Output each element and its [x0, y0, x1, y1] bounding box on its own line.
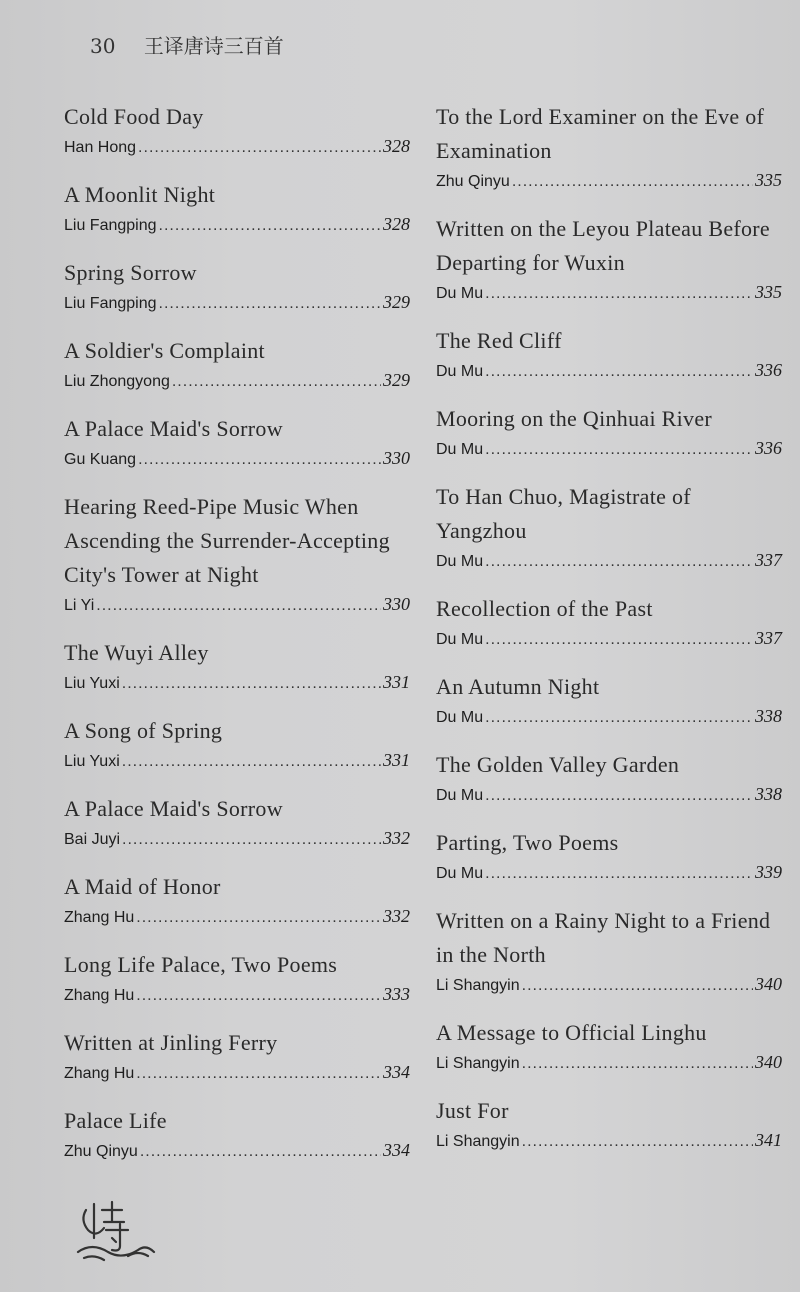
author-page-line [436, 972, 782, 998]
poet-name: Du Mu [436, 787, 484, 804]
toc-entry [64, 490, 410, 618]
page-reference: 330 [383, 594, 410, 614]
dot-leader [122, 828, 381, 852]
poet-name: Han Hong [64, 139, 137, 156]
poem-title: A Soldier's Complaint [64, 338, 265, 363]
dot-leader [122, 672, 381, 696]
dot-leader [485, 628, 753, 652]
page-reference: 335 [755, 170, 782, 190]
page-reference: 341 [755, 1130, 782, 1150]
author-page-line [64, 592, 410, 618]
poet-name: Li Shangyin [436, 1055, 520, 1072]
dot-leader [485, 706, 753, 730]
dot-leader [159, 292, 381, 316]
author-page-line [436, 168, 782, 194]
dot-leader [522, 974, 753, 998]
poem-title: Just For [436, 1098, 509, 1123]
dot-leader [122, 750, 381, 774]
page-reference: 338 [755, 706, 782, 726]
poem-title: A Maid of Honor [64, 874, 221, 899]
poet-name: Li Shangyin [436, 1133, 520, 1150]
author-page-line [436, 704, 782, 730]
toc-entry [64, 178, 410, 238]
dot-leader [485, 282, 753, 306]
poem-title: To the Lord Examiner on the Eve of Examination [436, 104, 765, 163]
page-reference: 334 [383, 1140, 410, 1160]
dot-leader [485, 360, 753, 384]
author-page-line [64, 212, 410, 238]
poet-name: Gu Kuang [64, 451, 137, 468]
poet-name: Du Mu [436, 553, 484, 570]
poet-name: Liu Yuxi [64, 675, 120, 692]
author-page-line [64, 446, 410, 472]
poem-title: A Message to Official Linghu [436, 1020, 707, 1045]
poem-title: The Golden Valley Garden [436, 752, 680, 777]
toc-entry [64, 1026, 410, 1086]
author-page-line [436, 782, 782, 808]
toc-entry [436, 904, 782, 998]
author-page-line [64, 368, 410, 394]
dot-leader [485, 550, 753, 574]
page-reference: 328 [383, 214, 410, 234]
poem-title: The Wuyi Alley [64, 640, 209, 665]
poet-name: Zhang Hu [64, 987, 135, 1004]
page-reference: 332 [383, 906, 410, 926]
toc-entry [436, 670, 782, 730]
page-reference: 338 [755, 784, 782, 804]
page-reference: 331 [383, 672, 410, 692]
page-reference: 334 [383, 1062, 410, 1082]
poem-title: Recollection of the Past [436, 596, 653, 621]
poem-title: Written on a Rainy Night to a Friend in the North [436, 908, 771, 967]
toc-entry [64, 870, 410, 930]
toc-entry [64, 948, 410, 1008]
poem-title: Mooring on the Qinhuai River [436, 406, 713, 431]
dot-leader [159, 214, 381, 238]
author-page-line [436, 626, 782, 652]
toc-right-column [436, 100, 782, 1172]
author-page-line [64, 290, 410, 316]
toc-entry [64, 256, 410, 316]
page-reference: 336 [755, 360, 782, 380]
poem-title: To Han Chuo, Magistrate of Yangzhou [436, 484, 691, 543]
page-reference: 340 [755, 974, 782, 994]
shi-calligraphy-ornament-icon [72, 1196, 162, 1266]
poem-title: A Moonlit Night [64, 182, 216, 207]
author-page-line [64, 904, 410, 930]
poem-title: The Red Cliff [436, 328, 562, 353]
toc-entry [436, 826, 782, 886]
toc-entry [64, 714, 410, 774]
author-page-line [436, 280, 782, 306]
poem-title: Cold Food Day [64, 104, 204, 129]
toc-entry [436, 592, 782, 652]
toc-entry [436, 402, 782, 462]
book-title: 王译唐诗三百首 [143, 34, 284, 58]
author-page-line [64, 1060, 410, 1086]
toc-entry [64, 334, 410, 394]
page-number: 30 [90, 34, 116, 58]
author-page-line [64, 748, 410, 774]
author-page-line [64, 826, 410, 852]
poem-title: A Palace Maid's Sorrow [64, 416, 283, 441]
toc-left-column [64, 100, 410, 1182]
poet-name: Zhu Qinyu [64, 1143, 138, 1160]
dot-leader [522, 1052, 753, 1076]
page-reference: 337 [755, 550, 782, 570]
dot-leader [136, 906, 381, 930]
author-page-line [436, 358, 782, 384]
page-reference: 339 [755, 862, 782, 882]
author-page-line [436, 1050, 782, 1076]
dot-leader [512, 170, 753, 194]
page-reference: 340 [755, 1052, 782, 1072]
author-page-line [64, 1138, 410, 1164]
dot-leader [522, 1130, 753, 1154]
dot-leader [485, 862, 753, 886]
poem-title: A Palace Maid's Sorrow [64, 796, 283, 821]
toc-entry [64, 636, 410, 696]
toc-entry [64, 100, 410, 160]
poet-name: Zhu Qinyu [436, 173, 510, 190]
poet-name: Liu Fangping [64, 217, 157, 234]
author-page-line [64, 982, 410, 1008]
page-reference: 331 [383, 750, 410, 770]
page-reference: 332 [383, 828, 410, 848]
toc-entry [436, 212, 782, 306]
poet-name: Liu Fangping [64, 295, 157, 312]
poet-name: Du Mu [436, 865, 484, 882]
poet-name: Du Mu [436, 441, 484, 458]
page-reference: 335 [755, 282, 782, 302]
toc-entry [64, 412, 410, 472]
poet-name: Bai Juyi [64, 831, 121, 848]
author-page-line [64, 670, 410, 696]
poet-name: Du Mu [436, 285, 484, 302]
page-reference: 333 [383, 984, 410, 1004]
poem-title: Hearing Reed-Pipe Music When Ascending the Surrender-Accepting City's Tower at Night [64, 494, 390, 587]
poet-name: Zhang Hu [64, 909, 135, 926]
dot-leader [138, 448, 381, 472]
page-reference: 329 [383, 292, 410, 312]
poem-title: Written on the Leyou Plateau Before Departing for Wuxin [436, 216, 771, 275]
poet-name: Zhang Hu [64, 1065, 135, 1082]
dot-leader [140, 1140, 381, 1164]
toc-entry [436, 1016, 782, 1076]
author-page-line [436, 1128, 782, 1154]
toc-entry [436, 324, 782, 384]
dot-leader [96, 594, 381, 618]
poem-title: Parting, Two Poems [436, 830, 619, 855]
page-reference: 337 [755, 628, 782, 648]
poet-name: Liu Yuxi [64, 753, 120, 770]
dot-leader [136, 984, 381, 1008]
toc-entry [436, 480, 782, 574]
poem-title: Spring Sorrow [64, 260, 197, 285]
dot-leader [136, 1062, 381, 1086]
page-header [90, 30, 284, 59]
page-reference: 330 [383, 448, 410, 468]
dot-leader [138, 136, 381, 160]
author-page-line [64, 134, 410, 160]
poet-name: Li Yi [64, 597, 95, 614]
poem-title: Long Life Palace, Two Poems [64, 952, 338, 977]
toc-entry [436, 100, 782, 194]
poem-title: Palace Life [64, 1108, 167, 1133]
poem-title: An Autumn Night [436, 674, 600, 699]
poet-name: Li Shangyin [436, 977, 520, 994]
poem-title: Written at Jinling Ferry [64, 1030, 278, 1055]
page-reference: 328 [383, 136, 410, 156]
poem-title: A Song of Spring [64, 718, 223, 743]
page-reference: 336 [755, 438, 782, 458]
toc-entry [64, 1104, 410, 1164]
poet-name: Du Mu [436, 631, 484, 648]
dot-leader [172, 370, 381, 394]
dot-leader [485, 784, 753, 808]
poet-name: Du Mu [436, 363, 484, 380]
page-reference: 329 [383, 370, 410, 390]
toc-entry [436, 1094, 782, 1154]
poet-name: Du Mu [436, 709, 484, 726]
author-page-line [436, 548, 782, 574]
author-page-line [436, 860, 782, 886]
dot-leader [485, 438, 753, 462]
toc-entry [436, 748, 782, 808]
toc-entry [64, 792, 410, 852]
poet-name: Liu Zhongyong [64, 373, 170, 390]
author-page-line [436, 436, 782, 462]
